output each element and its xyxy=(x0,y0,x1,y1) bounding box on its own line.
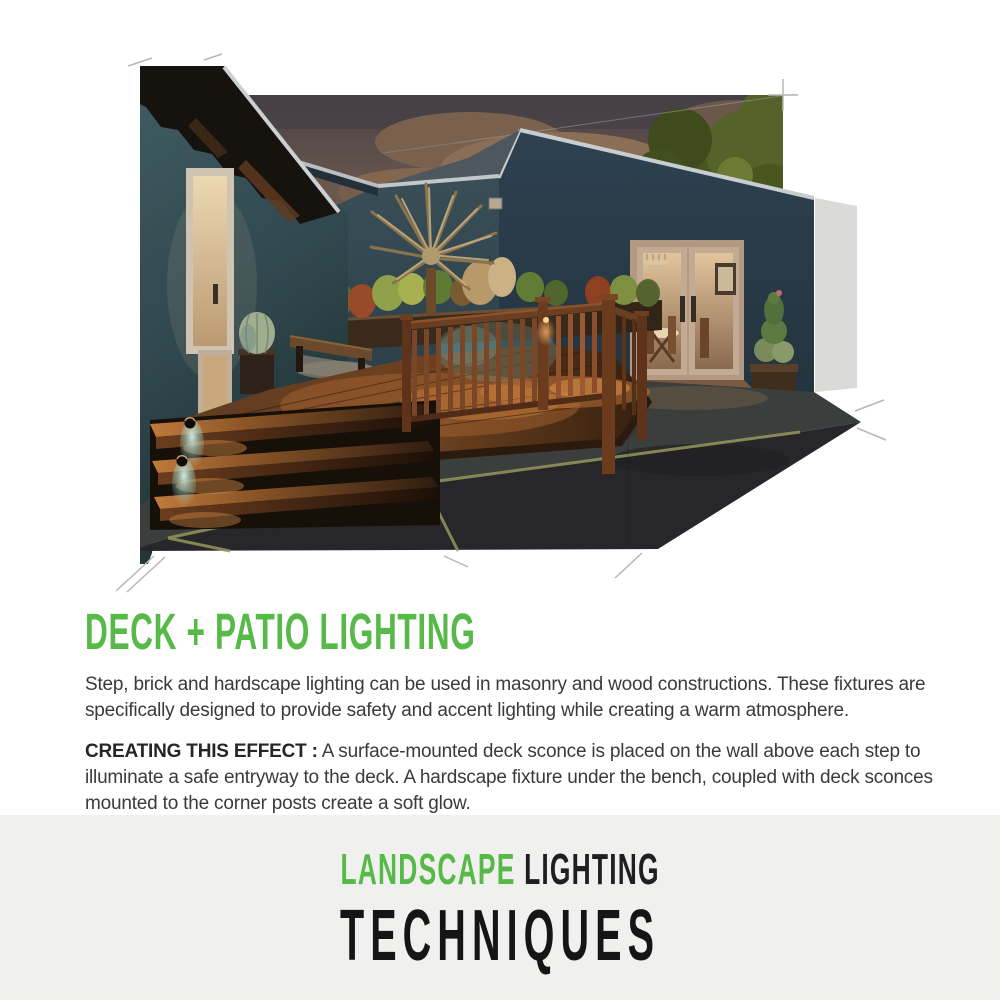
brand-lighting: LIGHTING xyxy=(523,845,660,894)
paragraph-2-body: A surface-mounted deck sconce is placed on the wall above each step to illuminate a safe entryway to the deck. A hardscape fixture under the bench, coupled with deck sconces mounted to the corner posts create a soft glow. xyxy=(85,741,933,814)
text-section xyxy=(85,603,933,817)
gray-side-panel xyxy=(815,198,857,392)
brand-space xyxy=(515,845,524,894)
footer-band xyxy=(0,815,1000,1000)
section-heading xyxy=(85,603,933,660)
brand-line-inner xyxy=(340,845,660,894)
paragraph-2 xyxy=(85,739,933,817)
barrel-cactus xyxy=(238,312,276,394)
series-title-text: TECHNIQUES xyxy=(339,896,661,976)
brand-landscape: LANDSCAPE xyxy=(340,845,516,894)
paragraph-2-lead: CREATING THIS EFFECT : xyxy=(85,741,318,762)
paragraph-1: Step, brick and hardscape lighting can be used in masonry and wood constructions. These fixtures are specifically designed to provide safety and accent lighting while creating a warm atmosphere. xyxy=(85,674,926,721)
section-heading-text: DECK + PATIO LIGHTING xyxy=(85,603,476,660)
brand-line xyxy=(234,845,766,894)
teal-sconce-glow xyxy=(172,459,196,507)
series-title xyxy=(209,896,791,976)
